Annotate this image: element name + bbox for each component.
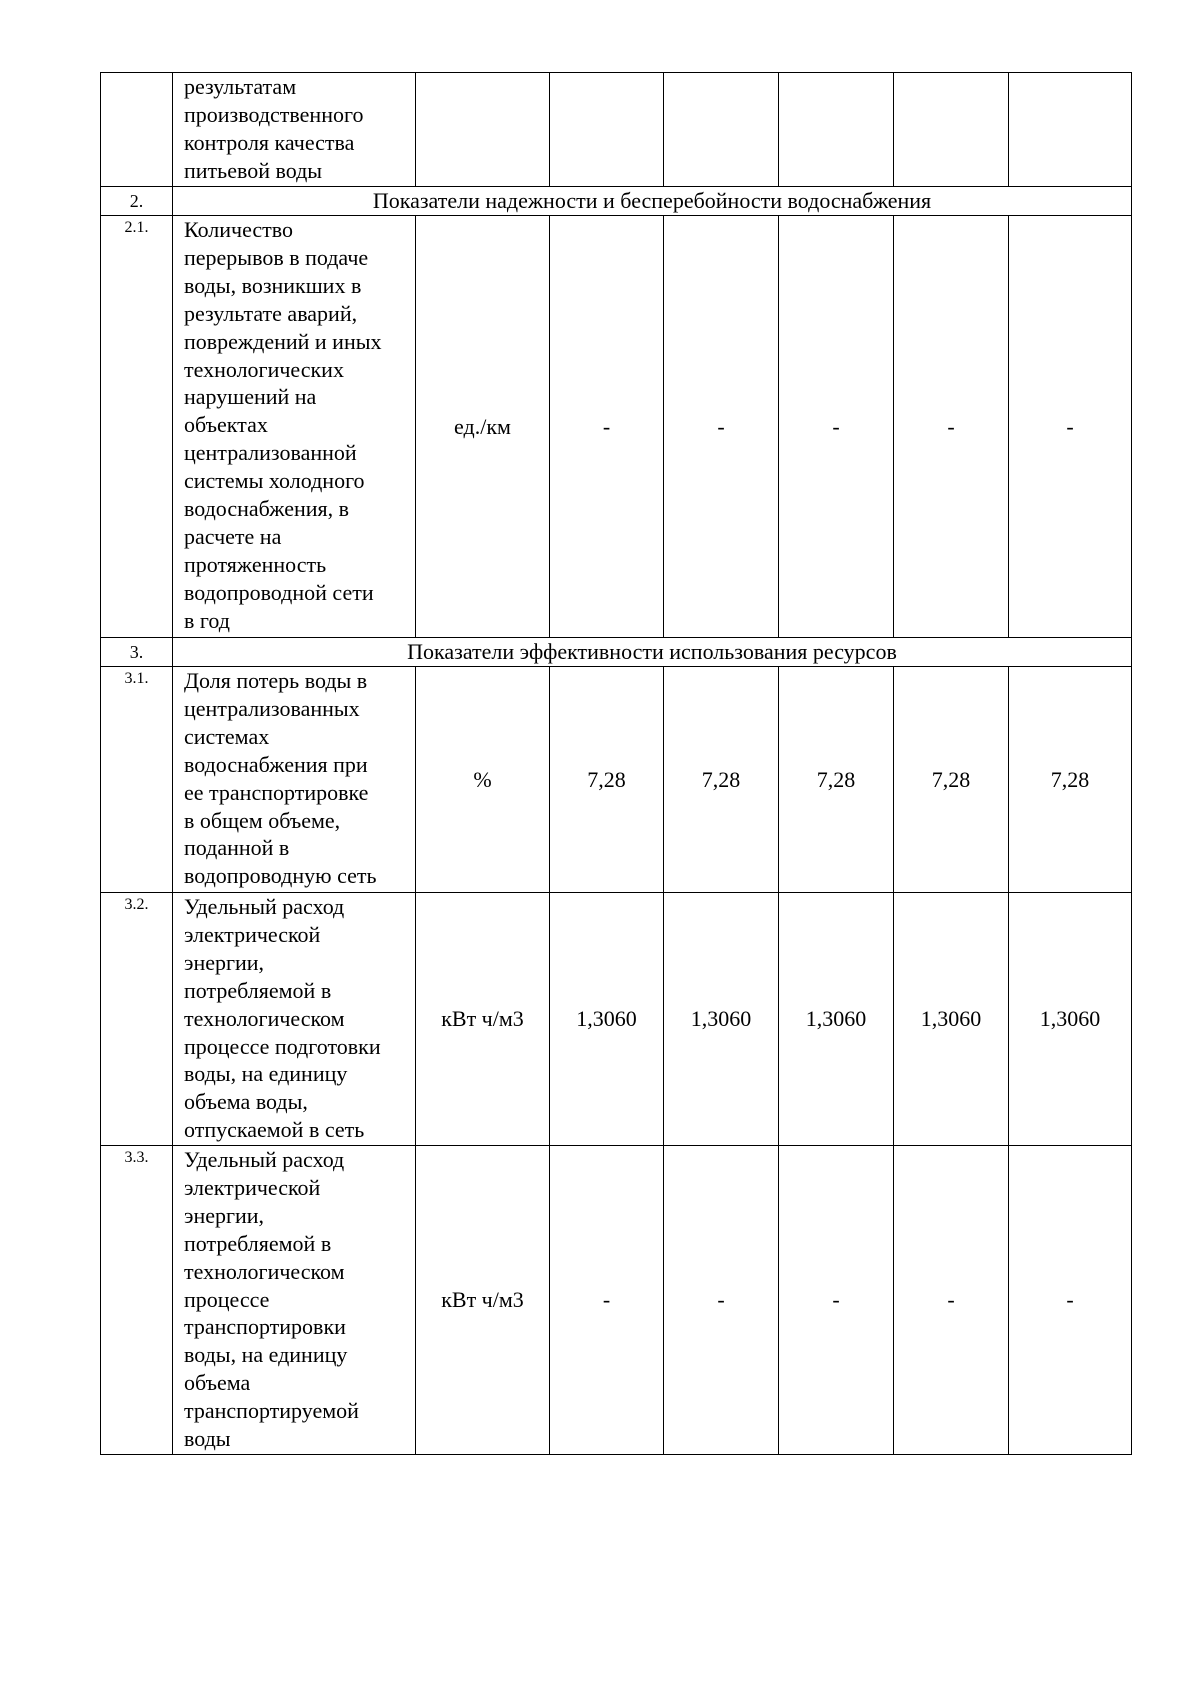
value-cell: 1,3060 [1009, 893, 1132, 1146]
value-cell: 1,3060 [664, 893, 779, 1146]
indicator-name-line: питьевой воды [184, 157, 323, 183]
value-cell: - [664, 1146, 779, 1455]
value-cell: - [550, 1146, 664, 1455]
indicator-name-line: Удельный расход [184, 894, 345, 919]
indicator-name-line: водоснабжения, в [184, 496, 350, 522]
section-number: 3. [101, 638, 173, 667]
indicator-name-line: перерывов в подаче [184, 244, 369, 270]
indicator-name-line: процессе подготовки [184, 1033, 381, 1059]
indicator-name-line: расчете на [184, 523, 282, 549]
indicator-name-line: в год [184, 607, 230, 633]
indicator-name-line: технологическом [184, 1258, 345, 1284]
indicator-name-line: транспортировки [184, 1314, 346, 1340]
value-cell [664, 73, 779, 187]
value-cell: 7,28 [894, 667, 1009, 893]
indicator-name-line: Удельный расход [184, 1147, 345, 1172]
table-row [101, 216, 1132, 638]
indicator-name-line: в общем объеме, [184, 807, 341, 833]
section-title: Показатели эффективности использования ресурсов [173, 638, 1132, 667]
indicator-name-line: протяженность [184, 551, 327, 577]
indicator-name-line: централизованной [184, 440, 357, 466]
value-cell: - [894, 216, 1009, 638]
indicators-table [100, 72, 1132, 1455]
indicator-name-line: ее транспортировке [184, 779, 369, 805]
indicator-name-line: транспортируемой [184, 1398, 359, 1424]
indicator-name-line: воды, возникших в [184, 272, 362, 298]
indicator-name-line: воды [184, 1426, 231, 1452]
indicator-name [173, 73, 416, 187]
indicator-name-line: воды, на единицу [184, 1342, 348, 1368]
value-cell: 1,3060 [894, 893, 1009, 1146]
indicator-name-line: процессе [184, 1286, 270, 1312]
indicator-name-line: результатам [184, 74, 297, 99]
indicator-name-line: водопроводной сети [184, 579, 374, 605]
indicator-name-line: отпускаемой в сеть [184, 1117, 365, 1143]
indicator-name-line: нарушений на [184, 384, 317, 410]
section-row [101, 187, 1132, 216]
indicator-name-line: электрической [184, 921, 321, 947]
indicator-name [173, 216, 416, 638]
indicator-name-line: объема [184, 1370, 251, 1396]
value-cell: - [894, 1146, 1009, 1455]
unit-cell: кВт ч/м3 [416, 1146, 550, 1455]
indicator-name [173, 1146, 416, 1455]
value-cell [894, 73, 1009, 187]
indicator-name-line: объема воды, [184, 1089, 308, 1115]
value-cell: - [1009, 216, 1132, 638]
value-cell: 7,28 [779, 667, 894, 893]
indicator-name-line: энергии, [184, 1202, 265, 1228]
table-row [101, 1146, 1132, 1455]
value-cell: 1,3060 [550, 893, 664, 1146]
indicator-name [173, 667, 416, 893]
row-number: 3.1. [101, 667, 173, 893]
section-row [101, 638, 1132, 667]
indicator-name-line: контроля качества [184, 129, 355, 155]
indicator-name [173, 893, 416, 1146]
value-cell [550, 73, 664, 187]
indicator-name-line: повреждений и иных [184, 328, 382, 354]
indicator-name-line: технологическом [184, 1005, 345, 1031]
value-cell: - [550, 216, 664, 638]
value-cell: 7,28 [550, 667, 664, 893]
value-cell: 7,28 [1009, 667, 1132, 893]
unit-cell [416, 73, 550, 187]
indicator-name-line: технологических [184, 356, 344, 382]
value-cell: - [664, 216, 779, 638]
indicator-name-line: Количество [184, 217, 294, 242]
value-cell [779, 73, 894, 187]
row-number: 3.2. [101, 893, 173, 1146]
table-row [101, 73, 1132, 187]
indicator-name-line: Доля потерь воды в [184, 668, 368, 693]
value-cell: 7,28 [664, 667, 779, 893]
value-cell: - [1009, 1146, 1132, 1455]
value-cell: - [779, 1146, 894, 1455]
indicator-name-line: электрической [184, 1174, 321, 1200]
unit-cell: ед./км [416, 216, 550, 638]
table-row [101, 893, 1132, 1146]
table-row [101, 667, 1132, 893]
value-cell: 1,3060 [779, 893, 894, 1146]
section-number: 2. [101, 187, 173, 216]
section-title: Показатели надежности и бесперебойности водоснабжения [173, 187, 1132, 216]
indicator-name-line: энергии, [184, 949, 265, 975]
indicator-name-line: воды, на единицу [184, 1061, 348, 1087]
indicator-name-line: результате аварий, [184, 300, 358, 326]
indicator-name-line: объектах [184, 412, 268, 438]
indicator-name-line: системы холодного [184, 468, 365, 494]
indicator-name-line: поданной в [184, 835, 290, 861]
indicator-name-line: потребляемой в [184, 1230, 332, 1256]
indicator-name-line: системах [184, 723, 270, 749]
unit-cell: % [416, 667, 550, 893]
row-number: 3.3. [101, 1146, 173, 1455]
indicator-name-line: централизованных [184, 695, 360, 721]
row-number: 2.1. [101, 216, 173, 638]
unit-cell: кВт ч/м3 [416, 893, 550, 1146]
indicator-name-line: производственного [184, 101, 364, 127]
indicator-name-line: водопроводную сеть [184, 863, 377, 889]
value-cell: - [779, 216, 894, 638]
value-cell [1009, 73, 1132, 187]
indicator-name-line: водоснабжения при [184, 751, 368, 777]
row-number [101, 73, 173, 187]
indicator-name-line: потребляемой в [184, 977, 332, 1003]
